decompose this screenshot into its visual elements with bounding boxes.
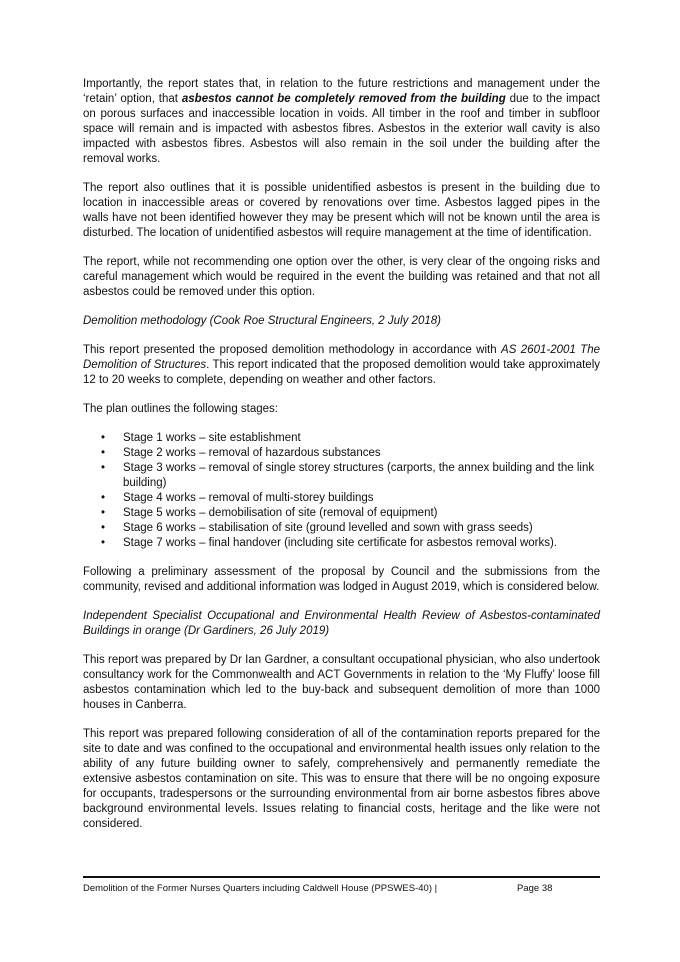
- paragraph-text: due to the impact on porous surfaces and inaccessible location in voids. All timber in the roof and timber in subfloor space will remain and is impacted with asbestos fibres. Asbestos in the exterior wall cavity is also impacted with asbestos fibres. Asbestos will also remain in the soil under the building after the removal works.: [83, 93, 600, 165]
- list-item: • Stage 6 works – stabilisation of site (ground levelled and sown with grass seeds): [123, 521, 600, 536]
- paragraph-text: This report presented the proposed demolition methodology in accordance with: [83, 344, 502, 356]
- document-body: [83, 77, 600, 846]
- paragraph-retain-option: [83, 77, 600, 167]
- paragraph-demolition-methodology: [83, 343, 600, 388]
- list-item: • Stage 1 works – site establishment: [123, 431, 600, 446]
- footer-title: Demolition of the Former Nurses Quarters including Caldwell House (PPSWES-40) |: [83, 883, 438, 894]
- paragraph-text: . This report indicated that the proposed demolition would take approximately 12 to 20 weeks to complete, depending on weather and other factors.: [83, 359, 600, 386]
- emphasis-text: asbestos cannot be completely removed from the building: [181, 93, 506, 105]
- list-item: • Stage 2 works – removal of hazardous substances: [123, 446, 600, 461]
- page-footer: [83, 876, 600, 895]
- paragraph-plan-outline: The plan outlines the following stages:: [83, 403, 278, 415]
- stages-list: [83, 431, 600, 551]
- section-heading-demolition-methodology: Demolition methodology (Cook Roe Structural Engineers, 2 July 2018): [83, 315, 441, 327]
- list-item: • Stage 5 works – demobilisation of site (removal of equipment): [123, 506, 600, 521]
- section-heading-independent-review: Independent Specialist Occupational and Environmental Health Review of Asbestos-contaminated Buildings in orange (Dr Gardiners, 26 July 2019): [83, 610, 600, 637]
- list-item: • Stage 4 works – removal of multi-storey buildings: [123, 491, 600, 506]
- list-item: • Stage 3 works – removal of single storey structures (carports, the annex building and the link building): [123, 461, 600, 491]
- paragraph-ongoing-risks: The report, while not recommending one option over the other, is very clear of the ongoing risks and careful management which would be required in the event the building was retained and that not all asbestos could be removed under this option.: [83, 256, 600, 298]
- paragraph-unidentified-asbestos: The report also outlines that it is possible unidentified asbestos is present in the building due to location in inaccessible areas or covered by renovations over time. Asbestos lagged pipes in the walls have not been identified however they may be present which will not be known until the area is disturbed. The location of unidentified asbestos will require management at the time of identification.: [83, 182, 600, 239]
- paragraph-dr-gardner: This report was prepared by Dr Ian Gardner, a consultant occupational physician, who also undertook consultancy work for the Commonwealth and ACT Governments in relation to the ‘My Fluffy’ loose fill asbestos contamination which led to the buy-back and subsequent demolition of more than 1000 houses in Canberra.: [83, 654, 600, 711]
- page-number: Page 38: [517, 883, 553, 894]
- paragraph-preliminary-assessment: Following a preliminary assessment of the proposal by Council and the submissions from the community, revised and additional information was lodged in August 2019, which is considered below.: [83, 566, 600, 593]
- paragraph-text: Importantly, the report states that, in relation to the future restrictions and management under the ‘retain’ option, that: [83, 78, 600, 105]
- standard-reference: AS 2601-2001 The Demolition of Structures: [83, 344, 600, 371]
- list-item: • Stage 7 works – final handover (including site certificate for asbestos removal works).: [123, 536, 600, 551]
- paragraph-report-scope: This report was prepared following consideration of all of the contamination reports prepared for the site to date and was confined to the occupational and environmental health issues only relation to the ability of any future building owner to safely, comprehensively and permanently remediate the extensive asbestos contamination on site. This was to ensure that there will be no ongoing exposure for occupants, tradespersons or the surrounding environmental from air borne asbestos fibres above background environmental levels. Issues relating to financial costs, heritage and the like were not considered.: [83, 728, 600, 830]
